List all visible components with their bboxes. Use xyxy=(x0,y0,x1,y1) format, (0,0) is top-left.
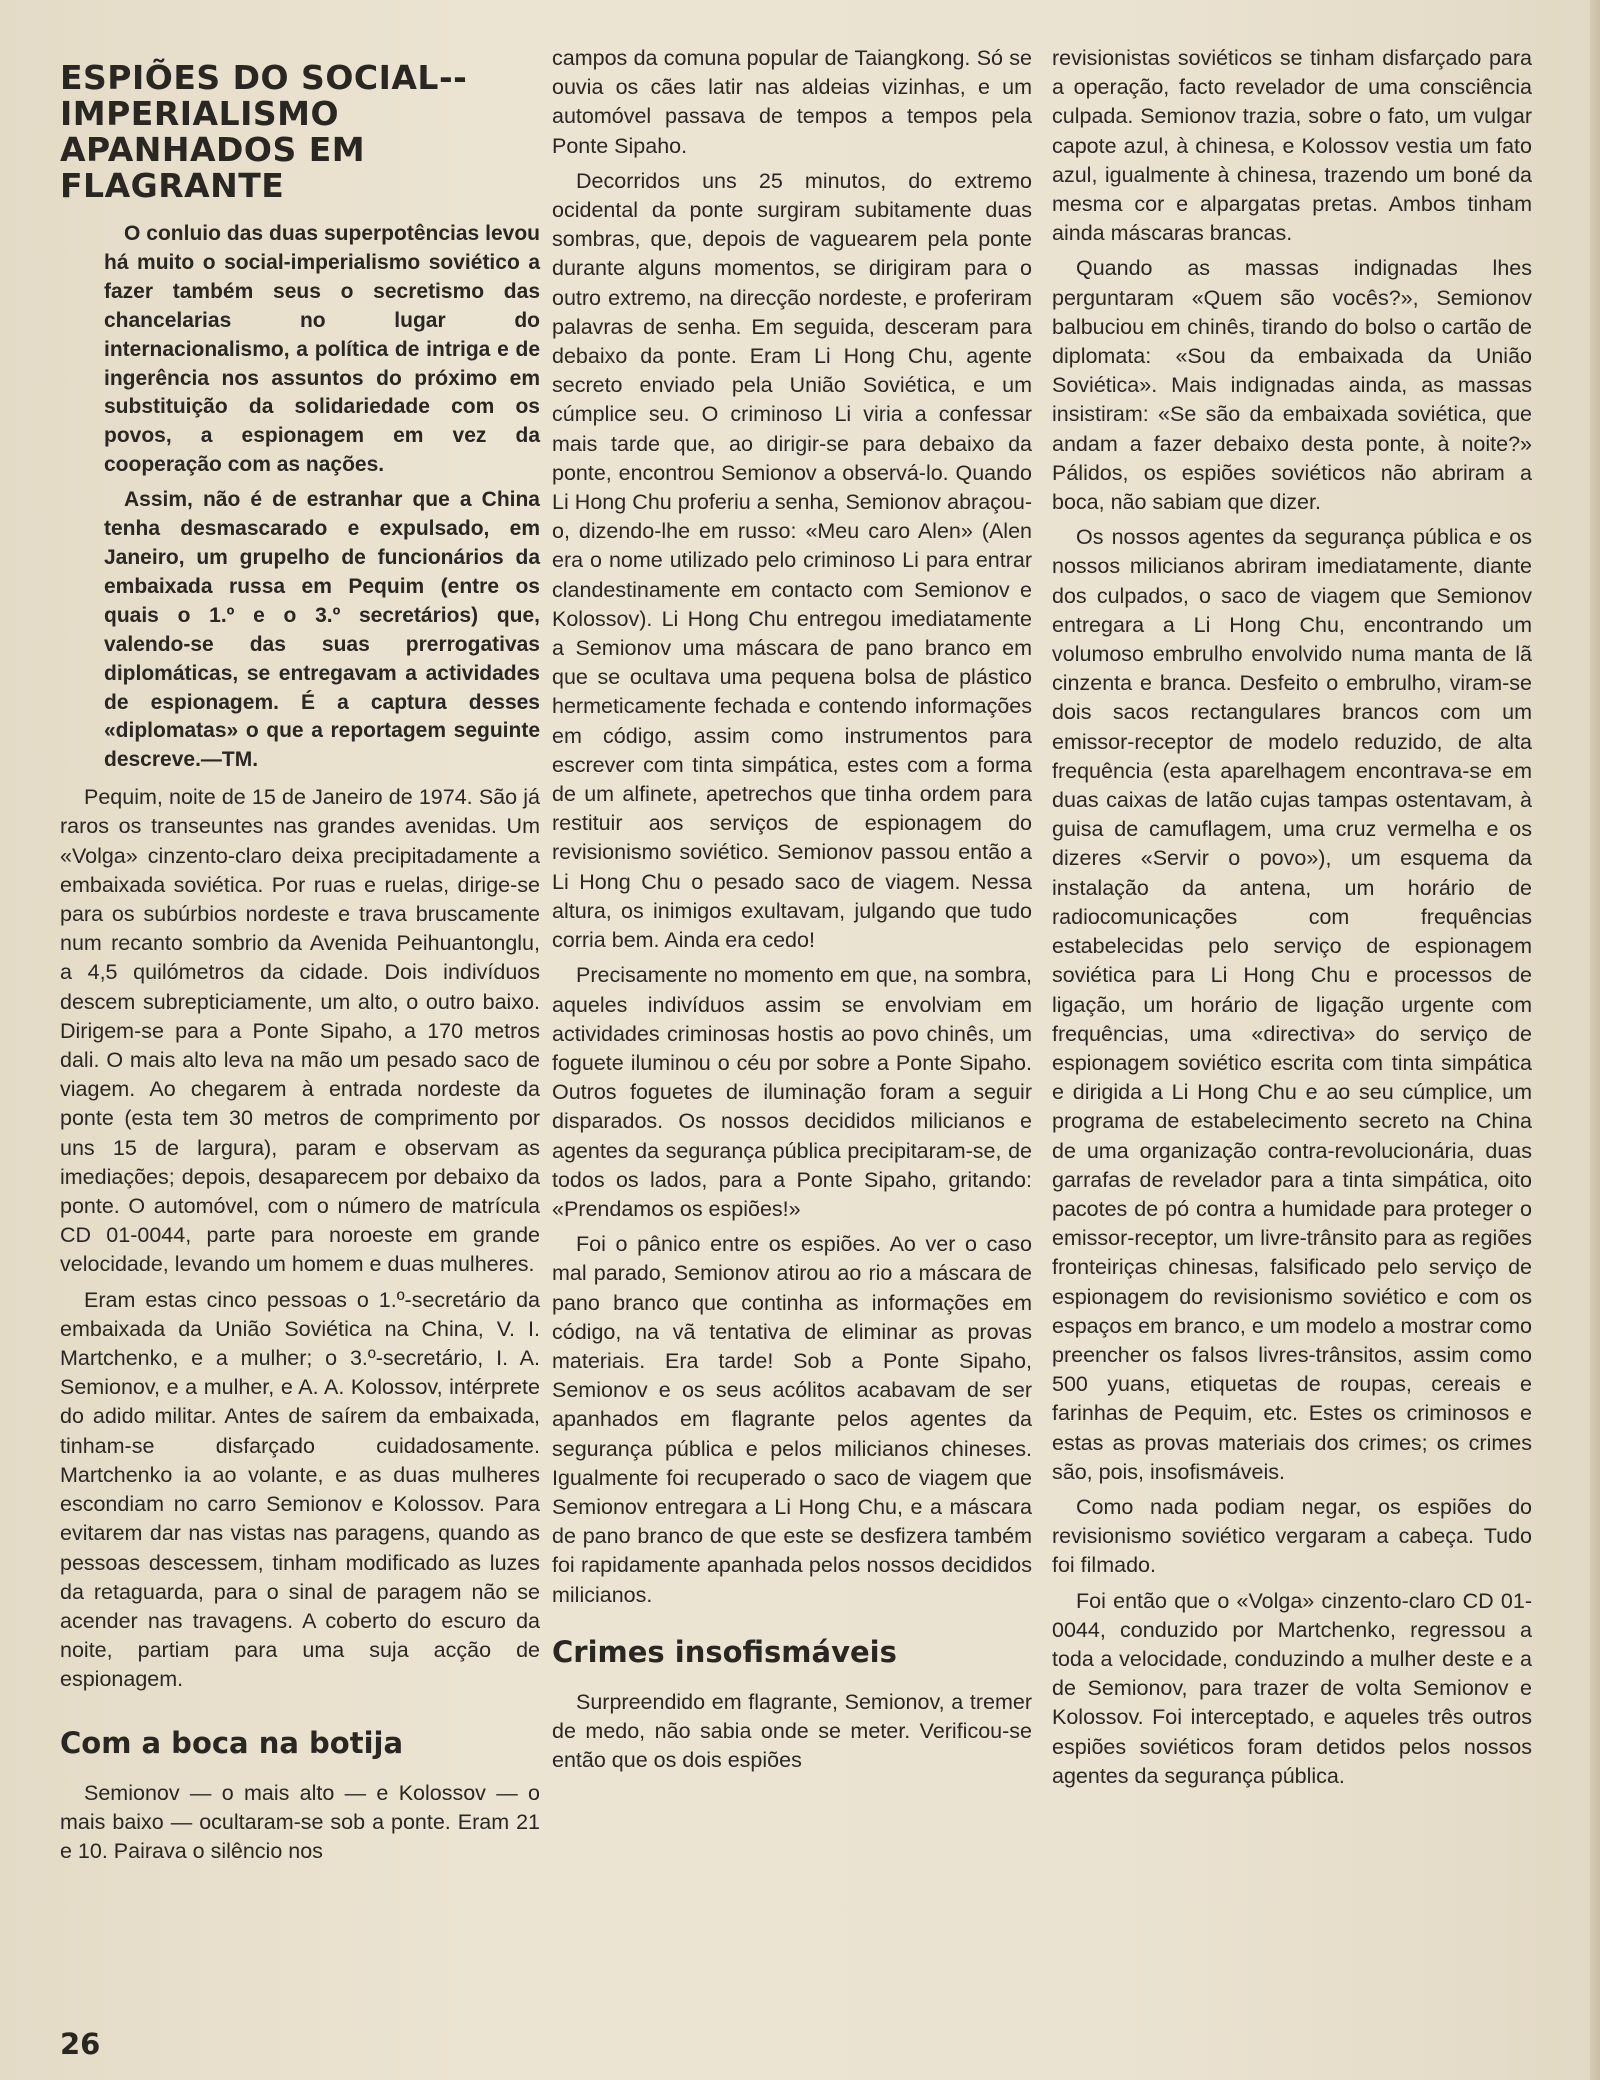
article-title: ESPIÕES DO SOCIAL--IMPERIALISMO APANHADOS EM FLAGRANTE xyxy=(60,58,468,205)
body-paragraph: campos da comuna popular de Taiangkong. Só se ouvia os cães latir nas aldeias vizinhas, e um automóvel passava de tempos a tempos pela Ponte Sipaho. xyxy=(552,46,1032,158)
column-3 xyxy=(1052,44,1532,1797)
page-number: 26 xyxy=(60,2027,101,2061)
body-paragraph: Surpreendido em flagrante, Semionov, a tremer de medo, não sabia onde se meter. Verificou-se então que os dois espiões xyxy=(552,1689,1032,1773)
section-heading: Crimes insofismáveis xyxy=(552,1634,897,1669)
lead-paragraphs xyxy=(60,220,540,775)
body-paragraph: Decorridos uns 25 minutos, do extremo ocidental da ponte surgiram subitamente duas sombras, que, depois de vaguearem pela ponte durante alguns momentos, se dirigiram para o outro extremo, na direcção nordeste, e proferiram palavras de senha. Em seguida, desceram para debaixo da ponte. Eram Li Hong Chu, agente secreto enviado pela União Soviética, e um cúmplice seu. O criminoso Li viria a confessar mais tarde que, ao dirigir-se para debaixo da ponte, encontrou Semionov a observá-lo. Quando Li Hong Chu proferiu a senha, Semionov abraçou-o, dizendo-lhe em russo: «Meu caro Alen» (Alen era o nome utilizado pelo criminoso Li para entrar clandestinamente em contacto com Semionov e Kolossov). Li Hong Chu entregou imediatamente a Semionov uma máscara de pano branco em que se ocultava uma pequena bolsa de plástico hermeticamente fechada e contendo informações em código, assim como instrumentos para escrever com tinta simpática, estes com a forma de um alfinete, apetrechos que tinha ordem para restituir aos serviços de espionagem do revisionismo soviético. Semionov passou então a Li Hong Chu o pesado saco de viagem. Nessa altura, os inimigos exultavam, julgando que tudo corria bem. Ainda era cedo! xyxy=(552,168,1032,953)
section-heading: Com a boca na botija xyxy=(60,1725,404,1760)
column-1 xyxy=(60,46,540,1872)
body-paragraph: Foi o pânico entre os espiões. Ao ver o caso mal parado, Semionov atirou ao rio a máscara de pano branco que continha as informações em código, na vã tentativa de eliminar as provas materiais. Era tarde! Sob a Ponte Sipaho, Semionov e os seus acólitos acabavam de ser apanhados em flagrante pelos agentes da segurança pública e pelos milicianos chineses. Igualmente foi recuperado o saco de viagem que Semionov entregara a Li Hong Chu, e a máscara de pano branco de que este se desfizera também foi rapidamente apanhada pelos nossos decididos milicianos. xyxy=(552,1232,1032,1607)
body-paragraph: Precisamente no momento em que, na sombra, aqueles indivíduos assim se envolviam em actividades criminosas hostis ao povo chinês, um foguete iluminou o céu por sobre a Ponte Sipaho. Outros foguetes de iluminação foram a seguir disparados. Os nossos decididos milicianos e agentes da segurança pública precipitaram-se, de todos os lados, para a Ponte Sipaho, gritando: «Prendamos os espiões!» xyxy=(552,963,1032,1221)
lead-paragraph: O conluio das duas superpotências levou há muito o social-imperialismo soviético a fazer também seus o secretismo das chancelarias no lugar do internacionalismo, a política de intriga e de ingerência nos assuntos do próximo em substituição da solidariedade com os povos, a espionagem em vez da cooperação com as nações. xyxy=(104,222,540,477)
body-paragraph: Foi então que o «Volga» cinzento-claro CD 01-0044, conduzido por Martchenko, regressou a toda a velocidade, conduzindo a mulher deste e a de Semionov, para trazer de volta Semionov e Kolossov. Foi interceptado, e aqueles três outros espiões soviéticos foram detidos pelos nossos agentes da segurança pública. xyxy=(1052,1588,1532,1788)
body-paragraph: Quando as massas indignadas lhes perguntaram «Quem são vocês?», Semionov balbuciou em chinês, tirando do bolso o cartão de diplomata: «Sou da embaixada da União Soviética». Mais indignadas ainda, as massas insistiram: «Se são da embaixada soviética, que andam a fazer debaixo desta ponte, à noite?» Pálidos, os espiões soviéticos não abriram a boca, não sabiam que dizer. xyxy=(1052,256,1532,515)
body-paragraph: Semionov — o mais alto — e Kolossov — o mais baixo — ocultaram-se sob a ponte. Eram 21 e 10. Pairava o silêncio nos xyxy=(60,1780,540,1863)
page-edge xyxy=(1590,0,1600,2080)
lead-paragraph: Assim, não é de estranhar que a China tenha desmascarado e expulsado, em Janeiro, um grupelho de funcionários da embaixada russa em Pequim (entre os quais o 1.º e o 3.º secretários) que, valendo-se das suas prerrogativas diplomáticas, se entregavam a actividades de espionagem. É a captura desses «diplomatas» o que a reportagem seguinte descreve.—TM. xyxy=(104,488,540,772)
body-paragraph: revisionistas soviéticos se tinham disfarçado para a operação, facto revelador de uma consciência culpada. Semionov trazia, sobre o fato, um vulgar capote azul, à chinesa, e Kolossov vestia um fato azul, igualmente à chinesa, trazendo um boné da mesma cor e alpargatas pretas. Ambos tinham ainda máscaras brancas. xyxy=(1052,46,1532,246)
body-paragraph: Eram estas cinco pessoas o 1.º-secretário da embaixada da União Soviética na China, V. I. Martchenko, e a mulher; o 3.º-secretário, I. A. Semionov, e a mulher, e A. A. Kolossov, intérprete do adido militar. Antes de saírem da embaixada, tinham-se disfarçado cuidadosamente. Martchenko ia ao volante, e as duas mulheres escondiam no carro Semionov e Kolossov. Para evitarem dar nas vistas nas paragens, quando as pessoas descessem, tinham modificado as luzes da retaguarda, para o sinal de paragem não se acender nas travagens. A coberto do escuro da noite, partiam para uma suja acção de espionagem. xyxy=(60,1287,540,1692)
column-2 xyxy=(552,44,1032,1781)
body-paragraph: Como nada podiam negar, os espiões do revisionismo soviético vergaram a cabeça. Tudo foi filmado. xyxy=(1052,1494,1532,1578)
body-paragraph: Pequim, noite de 15 de Janeiro de 1974. São já raros os transeuntes nas grandes avenidas. Um «Volga» cinzento-claro deixa precipitadamente a embaixada soviética. Por ruas e ruelas, dirige-se para os subúrbios nordeste e trava bruscamente num recanto sombrio da Avenida Peihuantonglu, a 4,5 quilómetros da cidade. Dois indivíduos descem subrepticiamente, um alto, o outro baixo. Dirigem-se para a Ponte Sipaho, a 170 metros dali. O mais alto leva na mão um pesado saco de viagem. Ao chegarem à entrada nordeste da ponte (esta tem 30 metros de comprimento por uns 15 de largura), param e observam as imediações; depois, desaparecem por debaixo da ponte. O automóvel, com o número de matrícula CD 01-0044, parte para noroeste em grande velocidade, levando um homem e duas mulheres. xyxy=(60,785,540,1277)
body-paragraph: Os nossos agentes da segurança pública e os nossos milicianos abriram imediatamente, diante dos culpados, o saco de viagem que Semionov entregara a Li Hong Chu, encontrando um volumoso embrulho envolvido numa manta de lã cinzenta e branca. Desfeito o embrulho, viram-se dois sacos rectangulares brancos com um emissor-receptor de modelo reduzido, de alta frequência (esta aparelhagem encontrava-se em duas caixas de latão cujas tampas ostentavam, à guisa de camuflagem, uma cruz vermelha e os dizeres «Servir o povo»), um esquema da instalação da antena, um horário de radiocomunicações com frequências estabelecidas pelo serviço de espionagem soviética para Li Hong Chu e processos de ligação, um horário de ligação urgente com frequências, uma «directiva» do serviço de espionagem soviético escrita com tinta simpática e dirigida a Li Hong Chu e ao seu cúmplice, um programa de estabelecimento secreto na China de uma organização contra-revolucionária, duas garrafas de revelador para a tinta simpática, oito pacotes de pó contra a humidade para proteger o emissor-receptor, um livre-trânsito para as regiões fronteiriças chinesas, falsificado pelo serviço de espionagem do revisionismo soviético e com os espaços em branco, e um modelo a mostrar como preencher os falsos livres-trânsitos, assim como 500 yuans, etiquetas de roupas, cereais e farinhas de Pequim, etc. Estes os criminosos e estas as provas materiais dos crimes; os crimes são, pois, insofismáveis. xyxy=(1052,525,1532,1484)
